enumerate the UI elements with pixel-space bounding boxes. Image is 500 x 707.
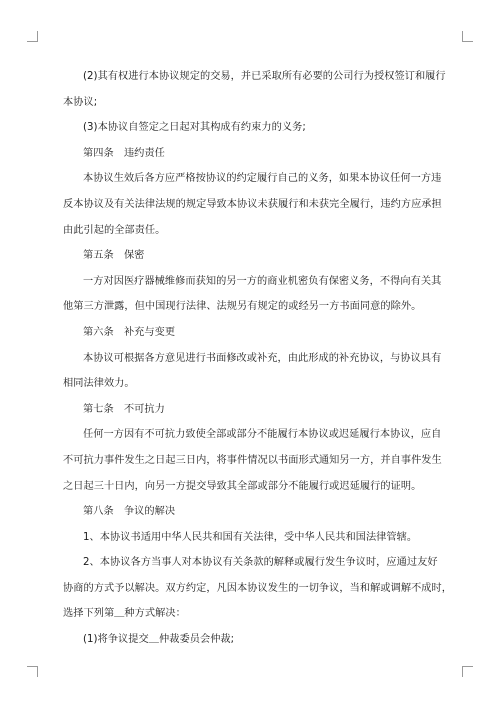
clause-line: 反本协议及有关法律法规的规定导致本协议未获履行和未获完全履行，违约方应承担 <box>63 198 442 210</box>
article-heading: 第八条 争议的解决 <box>83 506 176 518</box>
crop-mark-bottom-left <box>27 666 38 677</box>
clause-line: 相同法律效力。 <box>63 378 135 390</box>
clause-line: 选择下列第＿种方式解决： <box>63 608 186 620</box>
clause-line: (2)其有权进行本协议规定的交易，并已采取所有必要的公司行为授权签订和履行 <box>83 71 446 82</box>
clause-line: 他第三方泄露，但中国现行法律、法规另有规定的或经另一方书面同意的除外。 <box>63 301 422 313</box>
clause-line: 一方对因医疗器械维修而获知的另一方的商业机密负有保密义务，不得向有关其 <box>83 275 442 287</box>
crop-mark-top-left <box>27 31 38 42</box>
article-heading: 第七条 不可抗力 <box>83 403 165 415</box>
clause-line: 不可抗力事件发生之日起三日内，将事件情况以书面形式通知另一方，并自事件发生 <box>63 454 442 466</box>
clause-line: 本协议生效后各方应严格按协议的约定履行自己的义务，如果本协议任何一方违 <box>83 173 442 185</box>
article-heading: 第四条 违约责任 <box>83 147 165 159</box>
clause-line: 本协议; <box>63 96 98 108</box>
clause-line: 本协议可根据各方意见进行书面修改或补充，由此形成的补充协议，与协议具有 <box>83 352 442 364</box>
article-heading: 第五条 保密 <box>83 250 145 262</box>
clause-line: 协商的方式予以解决。双方约定，凡因本协议发生的一切争议，当和解或调解不成时， <box>63 582 453 594</box>
clause-line: 由此引起的全部责任。 <box>63 224 166 236</box>
document-body <box>63 64 453 653</box>
article-heading: 第六条 补充与变更 <box>83 326 176 338</box>
crop-mark-bottom-right <box>462 666 473 677</box>
clause-line: 1、本协议书适用中华人民共和国有关法律，受中华人民共和国法律管辖。 <box>83 531 418 543</box>
clause-line: (1)将争议提交＿仲裁委员会仲裁; <box>83 634 235 646</box>
clause-line: 2、本协议各方当事人对本协议有关条款的解释或履行发生争议时，应通过友好 <box>83 557 438 569</box>
clause-line: (3)本协议自签定之日起对其构成有约束力的义务; <box>83 122 306 134</box>
clause-line: 任何一方因有不可抗力致使全部或部分不能履行本协议或迟延履行本协议，应自 <box>83 429 442 441</box>
crop-mark-top-right <box>462 31 473 42</box>
clause-line: 之日起三十日内，向另一方提交导致其全部或部分不能履行或迟延履行的证明。 <box>63 480 422 492</box>
